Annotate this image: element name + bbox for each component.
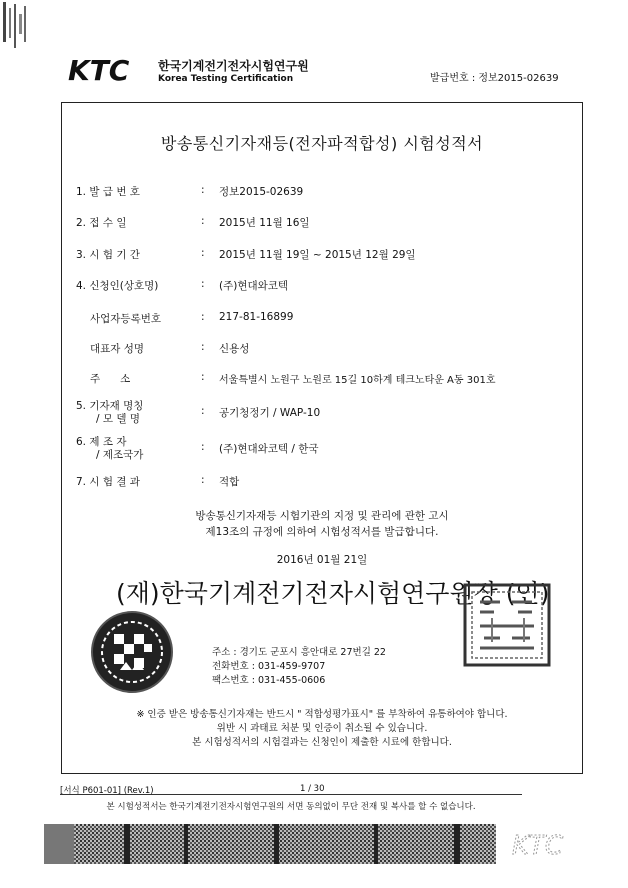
row-issue-number xyxy=(76,184,556,198)
row-colon: : xyxy=(201,184,205,196)
row-value: 217-81-16899 xyxy=(219,311,294,323)
row-colon: : xyxy=(201,405,205,417)
row-receipt-date xyxy=(76,215,556,229)
org-name-english: Korea Testing Certification xyxy=(158,74,294,84)
row-label: 사업자등록번호 xyxy=(90,313,162,325)
round-seal-icon xyxy=(90,610,174,694)
issue-date: 2016년 01월 21일 xyxy=(276,554,368,566)
row-label: 4. 신청인(상호명) xyxy=(76,280,159,292)
row-applicant xyxy=(76,278,556,292)
row-test-result xyxy=(76,474,556,488)
bottom-note-1: ※ 인증 받은 방송통신기자재는 반드시 " 적합성평가표시" 를 부착하여 유통하여야 합니다. xyxy=(136,709,508,720)
ktc-logo xyxy=(68,54,150,86)
row-colon: : xyxy=(201,215,205,227)
row-product-name xyxy=(76,398,556,428)
row-label: 대표자 성명 xyxy=(90,343,145,355)
row-label: 2. 접 수 일 xyxy=(76,217,127,229)
page-number: 1 / 30 xyxy=(300,784,325,794)
issue-number-header: 발급번호 : 정보2015-02639 xyxy=(430,73,559,84)
row-colon: : xyxy=(201,441,205,453)
square-seal-icon xyxy=(462,582,552,668)
row-label: 1. 발 급 번 호 xyxy=(76,186,140,198)
row-colon: : xyxy=(201,341,205,353)
row-label: 7. 시 험 결 과 xyxy=(76,476,140,488)
row-colon: : xyxy=(201,311,205,323)
row-value: 공기청정기 / WAP-10 xyxy=(219,407,321,419)
scan-noise-corner xyxy=(0,0,28,50)
row-value: (주)현대와코텍 xyxy=(219,280,289,292)
notice-line-2: 제13조의 규정에 의하여 시험성적서를 발급합니다. xyxy=(205,526,439,538)
row-business-reg-no xyxy=(76,311,556,325)
row-value: (주)현대와코텍 / 한국 xyxy=(219,443,319,455)
footer-divider xyxy=(60,794,522,795)
row-value: 정보2015-02639 xyxy=(219,186,304,198)
bottom-note-2: 위반 시 과태료 처분 및 인증이 취소될 수 있습니다. xyxy=(216,723,428,734)
row-representative xyxy=(76,341,556,355)
row-manufacturer xyxy=(76,434,556,464)
faint-ktc-watermark-text: KTC xyxy=(512,831,564,860)
row-value: 적합 xyxy=(219,476,240,488)
row-colon: : xyxy=(201,278,205,290)
footer-copyright-note: 본 시험성적서는 한국기계전기전자시험연구원의 서면 동의없이 무단 전재 및 복사를 할 수 없습니다. xyxy=(106,802,476,812)
row-label-secondary: / 제조국가 xyxy=(96,449,144,461)
notice-line-1: 방송통신기자재등 시험기관의 지정 및 관리에 관한 고시 xyxy=(195,510,449,522)
row-value: 2015년 11월 16일 xyxy=(219,217,310,229)
row-colon: : xyxy=(201,371,205,383)
form-number: [서식 P601-01] (Rev.1) xyxy=(60,786,154,796)
row-label: 6. 제 조 자 xyxy=(76,436,127,448)
row-colon: : xyxy=(201,247,205,259)
row-label: 주 소 xyxy=(90,373,131,385)
row-value: 신용성 xyxy=(219,343,250,355)
faint-ktc-watermark xyxy=(510,828,590,860)
row-label: 5. 기자재 명칭 xyxy=(76,400,144,412)
org-name-korean: 한국기계전기전자시험연구원 xyxy=(158,59,309,73)
document-title: 방송통신기자재등(전자파적합성) 시험성적서 xyxy=(160,134,484,153)
bottom-note-3: 본 시험성적서의 시험결과는 신청인이 제출한 시료에 한합니다. xyxy=(192,737,452,748)
contact-address: 주소 : 경기도 군포시 흥안대로 27번길 22 xyxy=(212,647,386,658)
row-label: 3. 시 험 기 간 xyxy=(76,249,140,261)
scan-barcode-band xyxy=(44,820,496,868)
row-test-period xyxy=(76,247,556,261)
ktc-logo-text: KTC xyxy=(68,54,130,86)
row-value: 서울특별시 노원구 노원로 15길 10하계 테크노타운 A동 301호 xyxy=(219,375,496,386)
row-value: 2015년 11월 19일 ~ 2015년 12월 29일 xyxy=(219,249,416,261)
row-label-secondary: / 모 델 명 xyxy=(96,413,140,425)
institute-signature: (재)한국기계전기전자시험연구원장 (인) xyxy=(116,579,550,608)
row-colon: : xyxy=(201,474,205,486)
row-address xyxy=(76,371,576,385)
contact-fax: 팩스번호 : 031-455-0606 xyxy=(212,675,326,686)
contact-phone: 전화번호 : 031-459-9707 xyxy=(212,661,326,672)
